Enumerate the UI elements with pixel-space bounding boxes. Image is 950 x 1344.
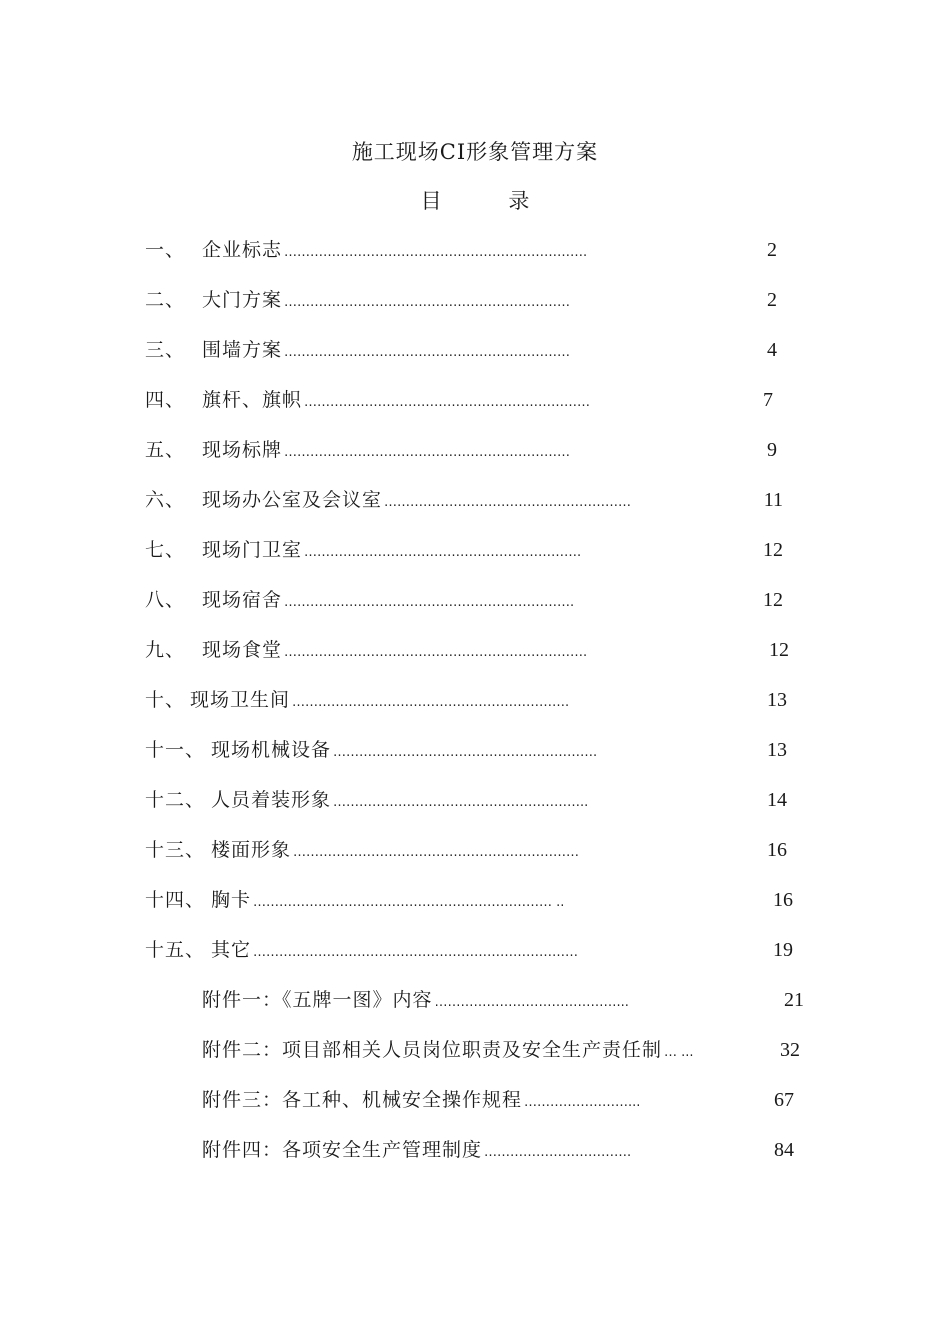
toc-entry-page: 11 bbox=[763, 489, 783, 511]
toc-entry-page: 21 bbox=[784, 989, 804, 1011]
toc-entry-page: 12 bbox=[769, 639, 789, 661]
toc-entry-label: 楼面形象 bbox=[211, 839, 292, 861]
toc-entry-number: 八、 bbox=[145, 589, 186, 611]
toc-entry-label: 胸卡 bbox=[211, 889, 252, 911]
toc-entry-page: 67 bbox=[774, 1089, 794, 1111]
toc-leader-dots: ……………………………………... bbox=[434, 995, 629, 1010]
toc-entry-page: 12 bbox=[763, 539, 783, 561]
toc-leader-dots: ………………………………………………………………… bbox=[253, 945, 579, 960]
toc-heading: 目 录 bbox=[420, 189, 560, 213]
toc-entry-number: 十二、 bbox=[145, 789, 206, 811]
toc-entry-label: 现场门卫室 bbox=[202, 539, 303, 561]
toc-entry-label: 大门方案 bbox=[202, 289, 283, 311]
toc-appendix-entry[interactable] bbox=[202, 1135, 794, 1168]
toc-entry-page: 7 bbox=[763, 389, 773, 411]
toc-entry-label: 旗杆、旗帜 bbox=[202, 389, 303, 411]
toc-leader-dots: ……………………... bbox=[524, 1095, 641, 1110]
toc-entry-label: 人员着装形象 bbox=[211, 789, 332, 811]
toc-entry-label: 附件三：各工种、机械安全操作规程 bbox=[202, 1089, 523, 1111]
document-title: 施工现场CI形象管理方案 bbox=[351, 140, 599, 164]
toc-entry-label: 现场标牌 bbox=[202, 439, 283, 461]
toc-entry[interactable] bbox=[145, 635, 789, 668]
toc-appendix-entry[interactable] bbox=[202, 1085, 794, 1118]
toc-entry[interactable] bbox=[145, 885, 793, 918]
toc-entry-number: 十四、 bbox=[145, 889, 206, 911]
toc-entry-number: 十五、 bbox=[145, 939, 206, 961]
toc-leader-dots: …………………………………………………………… .. bbox=[253, 895, 565, 910]
toc-entry-page: 16 bbox=[773, 889, 793, 911]
toc-appendix-entry[interactable] bbox=[202, 1035, 800, 1068]
toc-leader-dots: ………………………………………………………… bbox=[284, 445, 571, 460]
toc-entry-label: 附件四：各项安全生产管理制度 bbox=[202, 1139, 483, 1161]
toc-entry-page: 84 bbox=[774, 1139, 794, 1161]
toc-entry-label: 现场食堂 bbox=[202, 639, 283, 661]
toc-entry[interactable] bbox=[145, 735, 787, 768]
toc-entry-number: 五、 bbox=[145, 439, 186, 461]
toc-entry-page: 2 bbox=[767, 239, 777, 261]
toc-entry-number: 四、 bbox=[145, 389, 186, 411]
toc-entry-number: 七、 bbox=[145, 539, 186, 561]
toc-entry[interactable] bbox=[145, 935, 793, 968]
toc-entry-page: 9 bbox=[767, 439, 777, 461]
toc-entry-label: 其它 bbox=[211, 939, 252, 961]
toc-entry-label: 现场机械设备 bbox=[211, 739, 332, 761]
toc-entry-page: 2 bbox=[767, 289, 777, 311]
toc-entry-label: 现场卫生间 bbox=[190, 689, 291, 711]
toc-entry-label: 附件二：项目部相关人员岗位职责及安全生产责任制 bbox=[202, 1039, 663, 1061]
toc-entry-page: 13 bbox=[767, 739, 787, 761]
toc-entry-number: 十一、 bbox=[145, 739, 206, 761]
toc-entry[interactable] bbox=[145, 535, 783, 568]
toc-entry[interactable] bbox=[145, 685, 787, 718]
toc-entry-page: 14 bbox=[767, 789, 787, 811]
toc-entry[interactable] bbox=[145, 235, 777, 268]
toc-leader-dots: ………………………………………………………. bbox=[292, 695, 570, 710]
toc-leader-dots: ………………………………………………….. bbox=[333, 795, 589, 810]
toc-entry-number: 十、 bbox=[145, 689, 186, 711]
toc-entry-label: 现场宿舍 bbox=[202, 589, 283, 611]
toc-entry[interactable] bbox=[145, 435, 777, 468]
toc-entry-page: 4 bbox=[767, 339, 777, 361]
toc-leader-dots: ………………………………………………………… bbox=[284, 295, 571, 310]
toc-entry-number: 六、 bbox=[145, 489, 186, 511]
toc-entry[interactable] bbox=[145, 385, 773, 418]
toc-leader-dots: ……………………………………………………. bbox=[333, 745, 598, 760]
toc-leader-dots: ………………………………………………………. bbox=[304, 545, 582, 560]
toc-entry[interactable] bbox=[145, 785, 787, 818]
toc-leader-dots: ……………………………. bbox=[484, 1145, 632, 1160]
toc-leader-dots: ……………………………………………………………. bbox=[284, 645, 588, 660]
toc-leader-dots: ………………………………………………………… bbox=[304, 395, 591, 410]
toc-leader-dots: ………………………………………………………… bbox=[284, 345, 571, 360]
toc-entry[interactable] bbox=[145, 285, 777, 318]
toc-entry-page: 32 bbox=[780, 1039, 800, 1061]
toc-entry-page: 13 bbox=[767, 689, 787, 711]
toc-entry-number: 十三、 bbox=[145, 839, 206, 861]
toc-entry-number: 二、 bbox=[145, 289, 186, 311]
toc-leader-dots: ………………………………………………… bbox=[384, 495, 632, 510]
toc-appendix-entry[interactable] bbox=[202, 985, 804, 1018]
toc-entry[interactable] bbox=[145, 585, 783, 618]
toc-leader-dots: … ... bbox=[664, 1045, 694, 1060]
toc-entry-label: 围墙方案 bbox=[202, 339, 283, 361]
toc-entry-number: 三、 bbox=[145, 339, 186, 361]
toc-entry-number: 一、 bbox=[145, 239, 186, 261]
toc-entry[interactable] bbox=[145, 485, 783, 518]
toc-entry[interactable] bbox=[145, 835, 787, 868]
toc-leader-dots: ……………………………………………………………. bbox=[284, 245, 588, 260]
toc-entry-page: 19 bbox=[773, 939, 793, 961]
toc-entry-label: 附件一：《五牌一图》内容 bbox=[202, 989, 433, 1011]
toc-entry-page: 12 bbox=[763, 589, 783, 611]
toc-entry-page: 16 bbox=[767, 839, 787, 861]
toc-leader-dots: ………………………………………………………… bbox=[293, 845, 580, 860]
toc-entry[interactable] bbox=[145, 335, 777, 368]
toc-entry-label: 现场办公室及会议室 bbox=[202, 489, 383, 511]
toc-entry-label: 企业标志 bbox=[202, 239, 283, 261]
toc-leader-dots: …………………………………………………………. bbox=[284, 595, 575, 610]
toc-entry-number: 九、 bbox=[145, 639, 186, 661]
